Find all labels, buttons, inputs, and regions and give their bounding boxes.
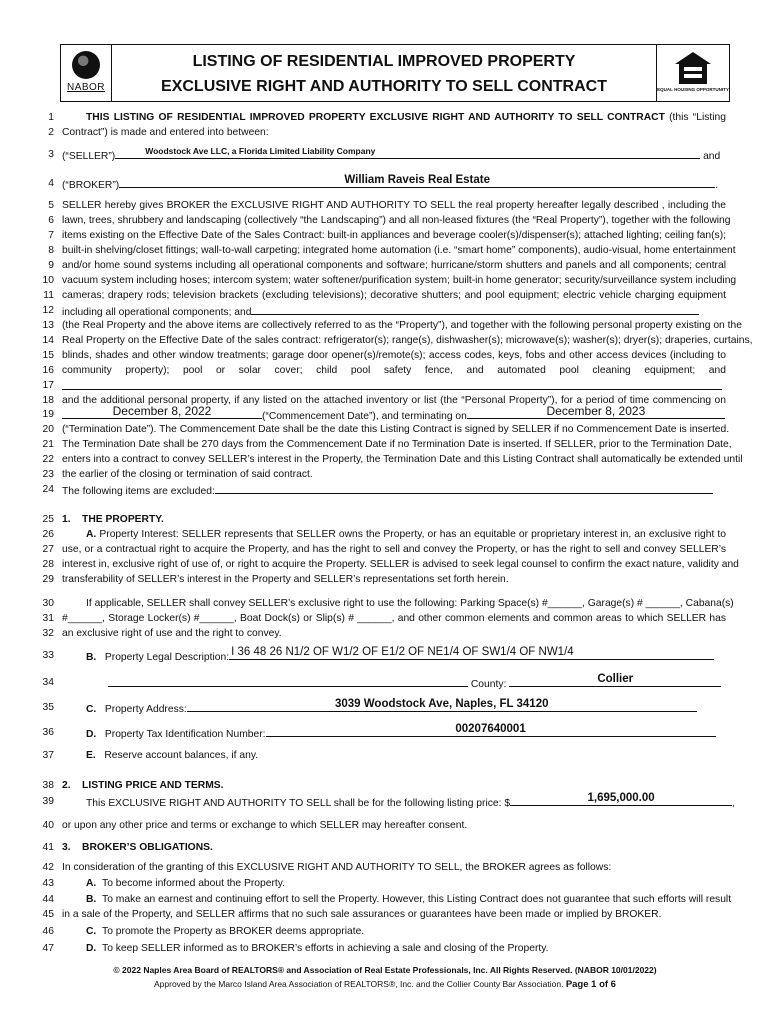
line-2: 2 Contract”) is made and entered into between: <box>48 127 269 138</box>
form-title-line1: LISTING OF RESIDENTIAL IMPROVED PROPERTY <box>192 53 576 70</box>
personal-property-field[interactable] <box>62 378 722 390</box>
line-32: 32 an exclusive right of use and the right to convey. <box>42 628 282 639</box>
seller-value: Woodstock Ave LLC, a Florida Limited Liability Company <box>145 146 376 156</box>
listing-price-value: 1,695,000.00 <box>587 792 655 804</box>
line-4: 4 (“BROKER”) William Raveis Real Estate . <box>48 174 719 191</box>
line-11: 11 cameras; drapery rods; television brackets (excluding televisions); decorative shutters; and pool equipment; electric vehicle charging equipment <box>43 290 726 301</box>
line-14: 14 Real Property on the Effective Date of the sales contract: refrigerator(s); range(s), dishwasher(s); microwave(s); washer(s); dryer(s); draperies, curtains, <box>42 335 753 346</box>
line-34: 34 County: Collier <box>0 675 770 690</box>
line-1: 1 THIS LISTING OF RESIDENTIAL IMPROVED PROPERTY EXCLUSIVE RIGHT AND AUTHORITY TO SELL CONTRACT (this “Listing <box>48 112 726 123</box>
copyright-footer: © 2022 Naples Area Board of REALTORS® and Association of Real Estate Professionals, Inc. All Rights Reserved. (NABOR 10/01/2022) <box>113 965 657 975</box>
line-26: 26 A. Property Interest: SELLER represents that SELLER owns the Property, or has an equitable or proprietary interest in, an exclusive right to <box>42 529 726 540</box>
line-29: 29 transferability of SELLER’s interest in the Property and SELLER’s representations set forth herein. <box>42 574 509 585</box>
line-35: 35 C. Property Address: 3039 Woodstock Ave, Naples, FL 34120 <box>0 700 770 715</box>
approval-footer: Approved by the Marco Island Area Association of REALTORS®, Inc. and the Collier County Bar Association. Page 1 of 6 <box>154 979 616 990</box>
line-9: 9 and/or home sound systems including all operational components and software; hurricane/storm shutters and panels and all components; central <box>48 260 726 271</box>
line-12: 12 including all operational components; and <box>0 303 770 318</box>
legal-description-field[interactable] <box>229 648 714 660</box>
line-22: 22 enters into a contract to convey SELLER’s interest in the Property, the Termination Date and this Listing Contract shall automatically be extended until <box>42 454 743 465</box>
line-39: 39 This EXCLUSIVE RIGHT AND AUTHORITY TO SELL shall be for the following listing price: $ 1,695,000.00 , <box>42 792 735 809</box>
page-number: Page 1 of 6 <box>565 979 616 990</box>
broker-value: William Raveis Real Estate <box>344 174 491 186</box>
line-45: 45 in a sale of the Property, and SELLER affirms that no such sale assurances or guarantees have been made or implied by BROKER. <box>42 909 662 920</box>
line-17: 17 <box>0 378 770 393</box>
equal-housing-house-icon <box>673 50 713 86</box>
line-46: 46 C. To promote the Property as BROKER deems appropriate. <box>42 926 365 937</box>
county-value: Collier <box>597 673 634 685</box>
line-5: 5 SELLER hereby gives BROKER the EXCLUSIVE RIGHT AND AUTHORITY TO SELL the real property hereafter legally described , including the <box>48 200 726 211</box>
line-27: 27 use, or a contractual right to acquire the Property, and has the right to sell and convey the Property, or has the right to sell and convey SELLER’s <box>42 544 726 555</box>
seller-field[interactable] <box>115 147 700 159</box>
line-44: 44 B. To make an earnest and continuing effort to sell the Property. However, this Listing Contract does not guarantee that such efforts will result <box>42 894 732 905</box>
line-33: 33 B. Property Legal Description: I 36 48 26 N1/2 OF W1/2 OF E1/2 OF NE1/4 OF SW1/4 OF NW1/4 <box>0 648 770 663</box>
line-16: 16 community property); pool or solar cover; child pool safety fence, and automated pool cleaning equipment; and <box>42 365 726 376</box>
line-8: 8 built-in shelving/closet fittings; wall-to-wall carpeting; integrated home automation (i.e. “smart home” components), audio-visual, home entertainment <box>48 245 736 256</box>
property-address-field[interactable] <box>187 700 697 712</box>
line-21: 21 The Termination Date shall be 270 days from the Commencement Date if no Termination Date is inserted. If SELLER, prior to the Termination Date, <box>42 439 732 450</box>
line-18: 18 and the additional personal property, if any listed on the attached inventory or list (the “Personal Property”), for a period of time commencing on <box>42 395 726 406</box>
line-47: 47 D. To keep SELLER informed as to BROKER’s efforts in achieving a sale and closing of the Property. <box>42 943 549 954</box>
line-15: 15 blinds, shades and other window treatments; garage door opener(s)/remote(s); access codes, keys, fobs and other access devices (including to <box>42 350 726 361</box>
line-42: 42 In consideration of the granting of this EXCLUSIVE RIGHT AND AUTHORITY TO SELL, the BROKER agrees as follows: <box>42 862 612 873</box>
commencement-date-value: December 8, 2022 <box>112 404 212 418</box>
legal-description-value: I 36 48 26 N1/2 OF W1/2 OF E1/2 OF NE1/4 OF SW1/4 OF NW1/4 <box>231 646 574 658</box>
line-40: 40 or upon any other price and terms or exchange to which SELLER may hereafter consent. <box>42 820 468 831</box>
line-41: 41 3. BROKER’S OBLIGATIONS. <box>42 842 213 853</box>
equal-housing-logo <box>656 45 729 101</box>
termination-date-field[interactable] <box>467 404 725 419</box>
line-37: 37 E. Reserve account balances, if any. <box>42 750 259 761</box>
section-title-broker-obligations: BROKER’S OBLIGATIONS. <box>82 842 213 853</box>
section-title-property: THE PROPERTY. <box>82 514 164 525</box>
line-20: 20 (“Termination Date”). The Commencement Date shall be the date this Listing Contract is signed by SELLER if no Commencement Date is inserted. <box>42 424 730 435</box>
line-13: 13 (the Real Property and the above items are collectively referred to as the “Property”), and together with the following personal property existing on the <box>42 320 742 331</box>
line-23: 23 the earlier of the closing or termination of said contract. <box>42 469 313 480</box>
equal-housing-text: EQUAL HOUSING OPPORTUNITY <box>657 87 729 92</box>
broker-field[interactable] <box>119 176 715 188</box>
excluded-items-field[interactable] <box>215 482 713 494</box>
listing-price-field[interactable] <box>510 794 732 806</box>
line-25: 25 1. THE PROPERTY. <box>42 514 164 525</box>
line-6: 6 lawn, trees, shrubbery and landscaping (collectively “the Landscaping”) and all non-leased fixtures (the “Real Property”), together with the following <box>48 215 731 226</box>
line-43: 43 A. To become informed about the Property. <box>42 878 286 889</box>
form-header <box>60 44 730 102</box>
line-3: 3 (“SELLER”) Woodstock Ave LLC, a Florida Limited Liability Company and <box>48 146 721 162</box>
line-38: 38 2. LISTING PRICE AND TERMS. <box>42 780 224 791</box>
tax-id-field[interactable] <box>266 725 716 737</box>
form-title-line2: EXCLUSIVE RIGHT AND AUTHORITY TO SELL CONTRACT <box>161 78 607 95</box>
line-30: 30 If applicable, SELLER shall convey SELLER’s exclusive right to use the following: Parking Space(s) #______, Garage(s) # ______, Cabana(s) <box>42 598 734 609</box>
additional-items-field[interactable] <box>251 303 699 315</box>
line-7: 7 items existing on the Effective Date of the Sales Contract: built-in appliances and beverage cooler(s)/dispenser(s); attached lighting; ceiling fan(s); <box>48 230 726 241</box>
nabor-globe-icon <box>72 51 100 79</box>
nabor-logo-text: NABOR <box>66 82 106 93</box>
commencement-date-field[interactable] <box>62 404 262 419</box>
termination-date-value: December 8, 2023 <box>546 404 646 418</box>
nabor-logo <box>61 45 112 101</box>
contract-intro-bold: THIS LISTING OF RESIDENTIAL IMPROVED PROPERTY EXCLUSIVE RIGHT AND AUTHORITY TO SELL CONTRACT <box>86 112 665 123</box>
line-24: 24 The following items are excluded: <box>0 482 770 497</box>
property-address-value: 3039 Woodstock Ave, Naples, FL 34120 <box>335 698 549 710</box>
line-31: 31 #______, Storage Locker(s) #______, Boat Dock(s) or Slip(s) # ______, and other common elements and common areas to which SELLER has <box>42 613 726 624</box>
line-36: 36 D. Property Tax Identification Number: 00207640001 <box>0 725 770 740</box>
county-field[interactable] <box>509 675 721 687</box>
line-10: 10 vacuum system including hoses; intercom system; water softener/purification system; built-in home generator; security/surveillance system including <box>42 275 737 286</box>
section-title-listing-price: LISTING PRICE AND TERMS. <box>82 780 224 791</box>
line-28: 28 interest in, exclusive right of use of, or right to acquire the Property. SELLER is advised to seek legal counsel to confirm the exact nature, validity and <box>42 559 739 570</box>
legal-description-cont-field[interactable] <box>108 675 468 687</box>
tax-id-value: 00207640001 <box>455 723 526 735</box>
line-19: 19 December 8, 2022 (“Commencement Date”), and terminating on December 8, 2023 <box>0 407 770 422</box>
